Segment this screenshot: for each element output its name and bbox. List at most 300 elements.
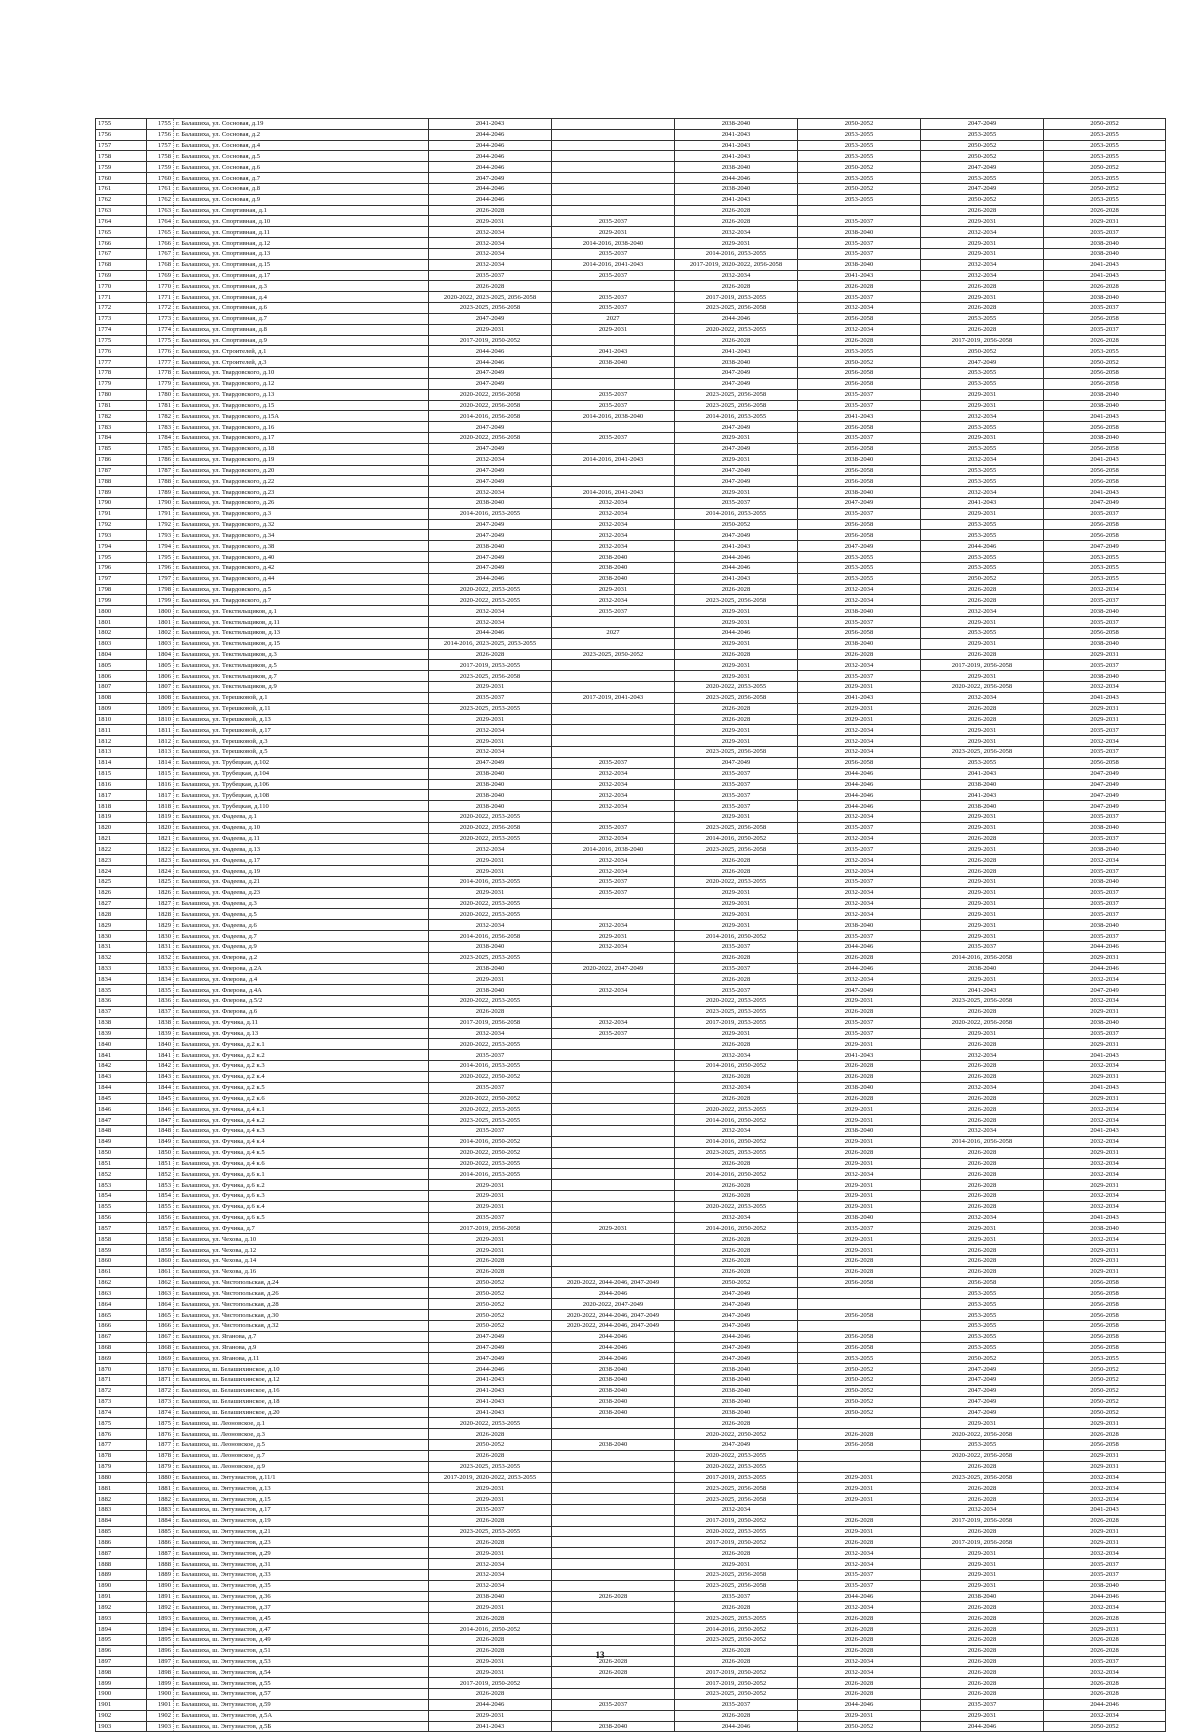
- period-cell-2: 2038-2040: [552, 1364, 675, 1375]
- table-row: [96, 443, 1166, 454]
- period-cell-2: [552, 974, 675, 985]
- period-cell-4: 2026-2028: [798, 1678, 921, 1689]
- address-cell: г. Балашиха, ул. Трубецкая, д.110: [174, 801, 429, 812]
- row-index-cell: 1902: [96, 1710, 147, 1721]
- period-cell-4: 2044-2046: [798, 801, 921, 812]
- row-index-cell: 1796: [96, 562, 147, 573]
- period-cell-6: 2032-2034: [1044, 1710, 1166, 1721]
- period-cell-1: 2044-2046: [429, 357, 552, 368]
- row-index-cell: 1857: [96, 1223, 147, 1234]
- row-number-cell: 1783: [147, 422, 174, 433]
- period-cell-4: 2050-2052: [798, 1407, 921, 1418]
- period-cell-4: 2026-2028: [798, 1515, 921, 1526]
- period-cell-5: 2035-2037: [921, 1699, 1044, 1710]
- row-number-cell: 1877: [147, 1440, 174, 1451]
- period-cell-6: 2035-2037: [1044, 812, 1166, 823]
- period-cell-5: 2047-2049: [921, 1396, 1044, 1407]
- table-row: [96, 497, 1166, 508]
- period-cell-5: 2026-2028: [921, 1494, 1044, 1505]
- period-cell-4: 2056-2058: [798, 378, 921, 389]
- period-cell-3: 2035-2037: [675, 801, 798, 812]
- period-cell-4: 2038-2040: [798, 227, 921, 238]
- period-cell-2: 2038-2040: [552, 552, 675, 563]
- row-number-cell: 1790: [147, 497, 174, 508]
- row-index-cell: 1785: [96, 443, 147, 454]
- period-cell-3: 2035-2037: [675, 1699, 798, 1710]
- period-cell-5: 2026-2028: [921, 1678, 1044, 1689]
- table-row: [96, 714, 1166, 725]
- period-cell-1: 2032-2034: [429, 1028, 552, 1039]
- period-cell-6: 2026-2028: [1044, 1429, 1166, 1440]
- row-number-cell: 1850: [147, 1147, 174, 1158]
- address-cell: г. Балашиха, ул. Фучика, д.4 к.2: [174, 1115, 429, 1126]
- period-cell-1: 2041-2043: [429, 119, 552, 130]
- period-cell-3: 2044-2046: [675, 1331, 798, 1342]
- period-cell-3: 2029-2031: [675, 606, 798, 617]
- period-cell-5: 2053-2055: [921, 1440, 1044, 1451]
- period-cell-5: 2032-2034: [921, 1505, 1044, 1516]
- row-index-cell: 1769: [96, 270, 147, 281]
- table-row: [96, 1634, 1166, 1645]
- period-cell-5: 2032-2034: [921, 454, 1044, 465]
- row-number-cell: 1824: [147, 866, 174, 877]
- period-cell-4: 2035-2037: [798, 1028, 921, 1039]
- period-cell-5: 2029-2031: [921, 1028, 1044, 1039]
- period-cell-5: 2026-2028: [921, 649, 1044, 660]
- row-number-cell: 1825: [147, 876, 174, 887]
- row-index-cell: 1889: [96, 1569, 147, 1580]
- period-cell-6: 2050-2052: [1044, 1385, 1166, 1396]
- period-cell-2: [552, 1537, 675, 1548]
- period-cell-4: 2029-2031: [798, 703, 921, 714]
- period-cell-4: 2026-2028: [798, 1537, 921, 1548]
- period-cell-2: [552, 736, 675, 747]
- period-cell-3: 2014-2016, 2050-2052: [675, 931, 798, 942]
- period-cell-3: 2047-2049: [675, 368, 798, 379]
- row-number-cell: 1829: [147, 920, 174, 931]
- address-cell: г. Балашиха, ш. Энтузиастов, д.31: [174, 1559, 429, 1570]
- table-row: [96, 433, 1166, 444]
- period-cell-6: 2056-2058: [1044, 627, 1166, 638]
- period-cell-4: 2035-2037: [798, 292, 921, 303]
- row-number-cell: 1890: [147, 1580, 174, 1591]
- address-cell: г. Балашиха, ш. Энтузиастов, д.45: [174, 1613, 429, 1624]
- row-number-cell: 1816: [147, 779, 174, 790]
- row-index-cell: 1883: [96, 1505, 147, 1516]
- period-cell-2: 2035-2037: [552, 1028, 675, 1039]
- table-row: [96, 1115, 1166, 1126]
- table-row: [96, 248, 1166, 259]
- row-index-cell: 1892: [96, 1602, 147, 1613]
- period-cell-2: 2026-2028: [552, 1591, 675, 1602]
- period-cell-6: 2032-2034: [1044, 1602, 1166, 1613]
- period-cell-5: 2041-2043: [921, 497, 1044, 508]
- period-cell-3: 2032-2034: [675, 1126, 798, 1137]
- period-cell-4: 2035-2037: [798, 844, 921, 855]
- period-cell-3: 2017-2019, 2050-2052: [675, 1678, 798, 1689]
- period-cell-1: 2041-2043: [429, 1721, 552, 1732]
- address-cell: г. Балашиха, ул. Фучика, д.4 к.3: [174, 1126, 429, 1137]
- period-cell-4: 2032-2034: [798, 887, 921, 898]
- period-cell-2: 2035-2037: [552, 606, 675, 617]
- period-cell-3: 2020-2022, 2050-2052: [675, 1429, 798, 1440]
- period-cell-1: 2020-2022, 2053-2055: [429, 996, 552, 1007]
- period-cell-1: 2032-2034: [429, 487, 552, 498]
- period-cell-1: 2038-2040: [429, 790, 552, 801]
- table-row: [96, 1299, 1166, 1310]
- address-cell: г. Балашиха, ул. Твардовского, д.5: [174, 584, 429, 595]
- period-cell-4: 2026-2028: [798, 1689, 921, 1700]
- address-cell: г. Балашиха, ул. Терешковой, д.5: [174, 747, 429, 758]
- row-index-cell: 1873: [96, 1396, 147, 1407]
- period-cell-1: 2017-2019, 2050-2052: [429, 1678, 552, 1689]
- row-number-cell: 1828: [147, 909, 174, 920]
- period-cell-3: 2035-2037: [675, 790, 798, 801]
- period-cell-6: 2041-2043: [1044, 1050, 1166, 1061]
- period-cell-6: 2044-2046: [1044, 1699, 1166, 1710]
- period-cell-4: [798, 1505, 921, 1516]
- period-cell-4: 2026-2028: [798, 281, 921, 292]
- row-number-cell: 1757: [147, 140, 174, 151]
- period-cell-1: 2047-2049: [429, 562, 552, 573]
- period-cell-4: 2029-2031: [798, 996, 921, 1007]
- period-cell-3: 2023-2025, 2053-2055: [675, 1613, 798, 1624]
- period-cell-6: 2032-2034: [1044, 1104, 1166, 1115]
- period-cell-4: 2035-2037: [798, 1569, 921, 1580]
- row-number-cell: 1880: [147, 1472, 174, 1483]
- period-cell-3: 2029-2031: [675, 238, 798, 249]
- address-cell: г. Балашиха, ул. Фадеева, д.11: [174, 833, 429, 844]
- period-cell-5: 2047-2049: [921, 1375, 1044, 1386]
- period-cell-1: 2020-2022, 2056-2058: [429, 400, 552, 411]
- table-row: [96, 1613, 1166, 1624]
- period-cell-1: 2041-2043: [429, 1385, 552, 1396]
- period-cell-2: [552, 1104, 675, 1115]
- row-number-cell: 1777: [147, 357, 174, 368]
- period-cell-3: 2032-2034: [675, 1082, 798, 1093]
- period-cell-4: 2038-2040: [798, 920, 921, 931]
- period-cell-4: 2029-2031: [798, 1472, 921, 1483]
- period-cell-1: 2044-2046: [429, 194, 552, 205]
- row-number-cell: 1802: [147, 627, 174, 638]
- period-cell-1: 2029-2031: [429, 1201, 552, 1212]
- period-cell-1: 2017-2019, 2056-2058: [429, 1017, 552, 1028]
- row-number-cell: 1781: [147, 400, 174, 411]
- period-cell-6: 2041-2043: [1044, 1212, 1166, 1223]
- row-index-cell: 1801: [96, 617, 147, 628]
- period-cell-6: 2041-2043: [1044, 454, 1166, 465]
- address-cell: г. Балашиха, ул. Сосновая, д.9: [174, 194, 429, 205]
- table-row: [96, 1255, 1166, 1266]
- row-number-cell: 1888: [147, 1559, 174, 1570]
- period-cell-6: 2050-2052: [1044, 1364, 1166, 1375]
- address-cell: г. Балашиха, ул. Спортивная, д.3: [174, 281, 429, 292]
- address-cell: г. Балашиха, ул. Твардовского, д.15А: [174, 411, 429, 422]
- period-cell-1: 2050-2052: [429, 1299, 552, 1310]
- address-cell: г. Балашиха, ул. Флерова, д.5/2: [174, 996, 429, 1007]
- table-row: [96, 1245, 1166, 1256]
- period-cell-5: 2032-2034: [921, 692, 1044, 703]
- period-cell-5: 2053-2055: [921, 465, 1044, 476]
- period-cell-5: 2053-2055: [921, 313, 1044, 324]
- period-cell-2: 2032-2034: [552, 920, 675, 931]
- period-cell-6: 2041-2043: [1044, 692, 1166, 703]
- period-cell-6: 2032-2034: [1044, 1472, 1166, 1483]
- period-cell-1: 2044-2046: [429, 1364, 552, 1375]
- period-cell-3: 2014-2016, 2053-2055: [675, 508, 798, 519]
- row-index-cell: 1870: [96, 1364, 147, 1375]
- period-cell-3: 2020-2022, 2053-2055: [675, 1201, 798, 1212]
- period-cell-6: 2050-2052: [1044, 1396, 1166, 1407]
- period-cell-6: 2050-2052: [1044, 183, 1166, 194]
- row-number-cell: 1901: [147, 1699, 174, 1710]
- row-number-cell: 1891: [147, 1591, 174, 1602]
- period-cell-6: 2035-2037: [1044, 866, 1166, 877]
- period-cell-5: 2029-2031: [921, 617, 1044, 628]
- period-cell-1: 2035-2037: [429, 692, 552, 703]
- row-number-cell: 1832: [147, 952, 174, 963]
- period-cell-5: 2026-2028: [921, 1526, 1044, 1537]
- period-cell-5: 2026-2028: [921, 1115, 1044, 1126]
- period-cell-6: 2035-2037: [1044, 898, 1166, 909]
- period-cell-1: 2044-2046: [429, 346, 552, 357]
- period-cell-2: 2032-2034: [552, 866, 675, 877]
- row-index-cell: 1786: [96, 454, 147, 465]
- row-number-cell: 1830: [147, 931, 174, 942]
- period-cell-2: [552, 281, 675, 292]
- period-cell-5: 2029-2031: [921, 1418, 1044, 1429]
- address-cell: г. Балашиха, ул. Чистопольская, д.30: [174, 1310, 429, 1321]
- row-number-cell: 1845: [147, 1093, 174, 1104]
- address-cell: г. Балашиха, ул. Трубецкая, д.104: [174, 768, 429, 779]
- period-cell-3: 2023-2025, 2056-2058: [675, 844, 798, 855]
- period-cell-5: 2020-2022, 2056-2058: [921, 1429, 1044, 1440]
- table-row: [96, 1721, 1166, 1732]
- period-cell-1: 2029-2031: [429, 1190, 552, 1201]
- table-row: [96, 140, 1166, 151]
- row-number-cell: 1843: [147, 1071, 174, 1082]
- period-cell-3: 2026-2028: [675, 1255, 798, 1266]
- period-cell-1: 2020-2022, 2056-2058: [429, 389, 552, 400]
- row-index-cell: 1761: [96, 183, 147, 194]
- period-cell-4: 2056-2058: [798, 465, 921, 476]
- period-cell-4: 2035-2037: [798, 238, 921, 249]
- period-cell-2: 2035-2037: [552, 1699, 675, 1710]
- address-cell: г. Балашиха, ул. Яганова, д.11: [174, 1353, 429, 1364]
- period-cell-5: 2026-2028: [921, 1613, 1044, 1624]
- row-index-cell: 1895: [96, 1634, 147, 1645]
- address-cell: г. Балашиха, ул. Твардовского, д.19: [174, 454, 429, 465]
- row-index-cell: 1756: [96, 129, 147, 140]
- period-cell-1: 2014-2016, 2050-2052: [429, 1136, 552, 1147]
- period-cell-3: 2026-2028: [675, 952, 798, 963]
- table-row: [96, 357, 1166, 368]
- address-cell: г. Балашиха, ул. Сосновая, д.8: [174, 183, 429, 194]
- table-row: [96, 1624, 1166, 1635]
- period-cell-1: 2044-2046: [429, 1699, 552, 1710]
- row-index-cell: 1832: [96, 952, 147, 963]
- row-index-cell: 1807: [96, 682, 147, 693]
- address-cell: г. Балашиха, ул. Спортивная, д.7: [174, 313, 429, 324]
- period-cell-4: 2026-2028: [798, 1266, 921, 1277]
- period-cell-4: 2029-2031: [798, 1136, 921, 1147]
- period-cell-5: 2041-2043: [921, 985, 1044, 996]
- period-cell-6: 2029-2031: [1044, 1526, 1166, 1537]
- period-cell-4: 2029-2031: [798, 1104, 921, 1115]
- period-cell-5: 2044-2046: [921, 541, 1044, 552]
- table-row: [96, 790, 1166, 801]
- period-cell-2: 2035-2037: [552, 757, 675, 768]
- period-cell-6: 2044-2046: [1044, 941, 1166, 952]
- table-row: [96, 259, 1166, 270]
- period-cell-5: 2026-2028: [921, 1266, 1044, 1277]
- period-cell-6: 2056-2058: [1044, 422, 1166, 433]
- period-cell-1: 2032-2034: [429, 725, 552, 736]
- period-cell-3: 2032-2034: [675, 1050, 798, 1061]
- period-cell-6: 2056-2058: [1044, 530, 1166, 541]
- table-row: [96, 1537, 1166, 1548]
- period-cell-5: 2047-2049: [921, 357, 1044, 368]
- period-cell-6: 2035-2037: [1044, 227, 1166, 238]
- period-cell-2: [552, 1126, 675, 1137]
- period-cell-1: 2023-2025, 2056-2058: [429, 671, 552, 682]
- period-cell-5: 2026-2028: [921, 833, 1044, 844]
- address-cell: г. Балашиха, ул. Терешковой, д.17: [174, 725, 429, 736]
- period-cell-6: 2041-2043: [1044, 259, 1166, 270]
- row-index-cell: 1798: [96, 584, 147, 595]
- row-index-cell: 1815: [96, 768, 147, 779]
- period-cell-2: [552, 1136, 675, 1147]
- table-row: [96, 779, 1166, 790]
- period-cell-5: 2026-2028: [921, 595, 1044, 606]
- period-cell-6: 2038-2040: [1044, 822, 1166, 833]
- period-cell-6: 2053-2055: [1044, 151, 1166, 162]
- row-index-cell: 1823: [96, 855, 147, 866]
- period-cell-4: 2044-2046: [798, 779, 921, 790]
- row-index-cell: 1766: [96, 238, 147, 249]
- row-number-cell: 1856: [147, 1212, 174, 1223]
- period-cell-2: [552, 1515, 675, 1526]
- period-cell-1: 2017-2019, 2020-2022, 2053-2055: [429, 1472, 552, 1483]
- address-cell: г. Балашиха, ул. Фучика, д.6 к.2: [174, 1180, 429, 1191]
- row-index-cell: 1852: [96, 1169, 147, 1180]
- period-cell-4: 2029-2031: [798, 1710, 921, 1721]
- address-cell: г. Балашиха, ш. Белашихинское, д.12: [174, 1375, 429, 1386]
- period-cell-2: [552, 909, 675, 920]
- address-cell: г. Балашиха, ш. Леоновское, д.5: [174, 1440, 429, 1451]
- period-cell-3: 2038-2040: [675, 1385, 798, 1396]
- row-number-cell: 1879: [147, 1461, 174, 1472]
- row-index-cell: 1894: [96, 1624, 147, 1635]
- row-index-cell: 1845: [96, 1093, 147, 1104]
- row-number-cell: 1822: [147, 844, 174, 855]
- period-cell-3: 2026-2028: [675, 281, 798, 292]
- period-cell-2: 2032-2034: [552, 833, 675, 844]
- table-row: [96, 1440, 1166, 1451]
- address-cell: г. Балашиха, ул. Сосновая, д.4: [174, 140, 429, 151]
- address-cell: г. Балашиха, ул. Сосновая, д.7: [174, 173, 429, 184]
- row-index-cell: 1755: [96, 119, 147, 130]
- period-cell-5: 2026-2028: [921, 1656, 1044, 1667]
- period-cell-2: 2020-2022, 2044-2046, 2047-2049: [552, 1310, 675, 1321]
- row-number-cell: 1848: [147, 1126, 174, 1137]
- table-row: [96, 1353, 1166, 1364]
- period-cell-3: 2047-2049: [675, 378, 798, 389]
- period-cell-2: 2044-2046: [552, 1342, 675, 1353]
- period-cell-2: 2038-2040: [552, 1385, 675, 1396]
- period-cell-4: 2029-2031: [798, 1245, 921, 1256]
- period-cell-2: 2029-2031: [552, 584, 675, 595]
- period-cell-4: 2047-2049: [798, 497, 921, 508]
- period-cell-6: 2035-2037: [1044, 303, 1166, 314]
- period-cell-4: [798, 205, 921, 216]
- row-number-cell: 1892: [147, 1602, 174, 1613]
- period-cell-4: 2032-2034: [798, 747, 921, 758]
- period-cell-2: 2014-2016, 2041-2043: [552, 487, 675, 498]
- period-cell-4: 2053-2055: [798, 140, 921, 151]
- period-cell-3: 2014-2016, 2050-2052: [675, 1061, 798, 1072]
- period-cell-2: [552, 162, 675, 173]
- address-cell: г. Балашиха, ул. Фадеева, д.10: [174, 822, 429, 833]
- period-cell-3: 2020-2022, 2053-2055: [675, 1461, 798, 1472]
- period-cell-3: 2026-2028: [675, 335, 798, 346]
- period-cell-4: 2038-2040: [798, 454, 921, 465]
- period-cell-2: [552, 682, 675, 693]
- period-cell-4: 2035-2037: [798, 617, 921, 628]
- period-cell-1: 2029-2031: [429, 714, 552, 725]
- table-row: [96, 227, 1166, 238]
- period-cell-1: 2029-2031: [429, 1656, 552, 1667]
- row-number-cell: 1883: [147, 1505, 174, 1516]
- row-index-cell: 1772: [96, 303, 147, 314]
- period-cell-4: 2056-2058: [798, 368, 921, 379]
- row-number-cell: 1826: [147, 887, 174, 898]
- period-cell-6: 2026-2028: [1044, 1689, 1166, 1700]
- period-cell-6: 2032-2034: [1044, 1169, 1166, 1180]
- row-number-cell: 1820: [147, 822, 174, 833]
- period-cell-2: [552, 1039, 675, 1050]
- period-cell-2: [552, 173, 675, 184]
- period-cell-5: 2047-2049: [921, 119, 1044, 130]
- table-row: [96, 768, 1166, 779]
- row-index-cell: 1790: [96, 497, 147, 508]
- period-cell-5: 2032-2034: [921, 270, 1044, 281]
- period-cell-1: 2029-2031: [429, 974, 552, 985]
- period-cell-2: [552, 465, 675, 476]
- period-cell-5: 2026-2028: [921, 303, 1044, 314]
- period-cell-5: 2047-2049: [921, 1407, 1044, 1418]
- row-number-cell: 1786: [147, 454, 174, 465]
- table-row: [96, 855, 1166, 866]
- period-cell-5: 2029-2031: [921, 389, 1044, 400]
- period-cell-4: 2044-2046: [798, 790, 921, 801]
- period-cell-5: 2026-2028: [921, 703, 1044, 714]
- period-cell-4: [798, 1288, 921, 1299]
- row-number-cell: 1875: [147, 1418, 174, 1429]
- period-cell-6: 2047-2049: [1044, 541, 1166, 552]
- period-cell-2: [552, 747, 675, 758]
- table-row: [96, 1591, 1166, 1602]
- address-cell: г. Балашиха, ш. Энтузиастов, д.15: [174, 1494, 429, 1505]
- table-row: [96, 292, 1166, 303]
- row-number-cell: 1760: [147, 173, 174, 184]
- period-cell-4: 2029-2031: [798, 1190, 921, 1201]
- address-cell: г. Балашиха, ул. Флерова, д.4: [174, 974, 429, 985]
- table-row: [96, 1028, 1166, 1039]
- period-cell-1: 2032-2034: [429, 454, 552, 465]
- period-cell-1: 2044-2046: [429, 627, 552, 638]
- table-row: [96, 1429, 1166, 1440]
